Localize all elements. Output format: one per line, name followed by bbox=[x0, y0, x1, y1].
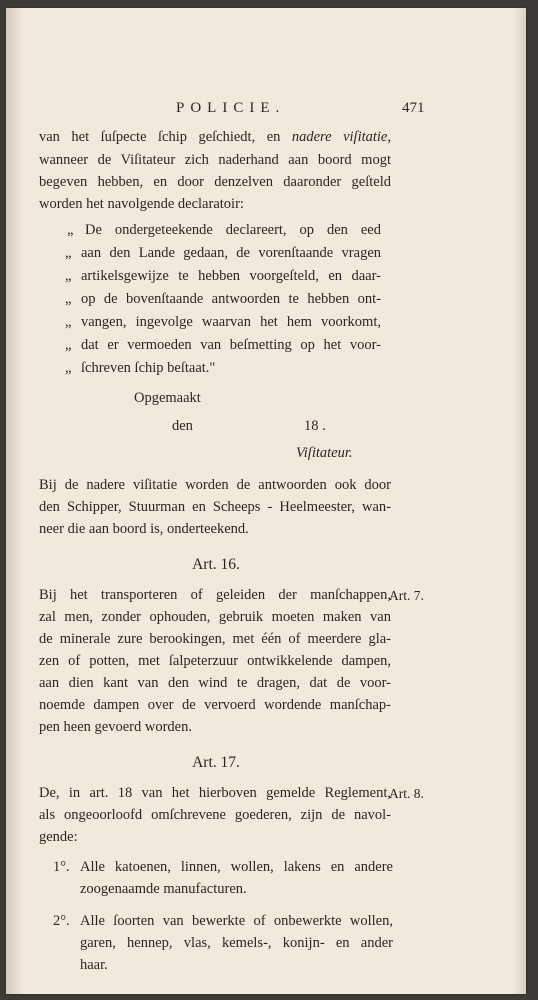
signature-day: 18 . bbox=[304, 418, 326, 434]
art16-line-5: aan dien kant van den wind te dragen, dat de voor- bbox=[39, 675, 391, 691]
quote-mark: „ bbox=[65, 337, 72, 353]
item-2-line-1: Alle ſoorten van bewerkte of onbewerkte wollen, bbox=[80, 913, 393, 929]
visitatie-line-1: Bij de nadere viſitatie worden de antwoorden ook door bbox=[39, 477, 391, 493]
quote-mark: „ bbox=[65, 268, 72, 284]
declaration-text-1: De ondergeteekende declareert, op den eed bbox=[85, 222, 381, 238]
signature-opgemaakt: Opgemaakt bbox=[134, 390, 201, 406]
quote-mark: „ bbox=[65, 314, 72, 330]
declaration-text-3: artikelsgewijze te hebben voorgeſteld, en daar- bbox=[81, 268, 381, 284]
quote-mark: „ bbox=[65, 360, 72, 376]
art16-line-2: zal men, zonder ophouden, gebruik moeten maken van bbox=[39, 609, 391, 625]
item-2-number: 2°. bbox=[53, 913, 70, 929]
declaration-text-4: op de bovenſtaande antwoorden te hebben ont- bbox=[81, 291, 381, 307]
signature-visitator: Viſitateur. bbox=[296, 445, 353, 461]
book-page bbox=[6, 8, 526, 994]
visitatie-line-3: neer die aan boord is, onderteekend. bbox=[39, 521, 249, 537]
art16-margin-note: Art. 7. bbox=[389, 588, 424, 603]
art16-line-4: zen of potten, met ſalpeterzuur ontwikkelende dampen, bbox=[39, 653, 391, 669]
page-gutter-shadow bbox=[6, 8, 24, 994]
declaration-text-6: dat er vermoeden van beſmetting op het voor- bbox=[81, 337, 381, 353]
intro-line-2: wanneer de Viſitateur zich naderhand aan boord mogt bbox=[39, 152, 391, 168]
signature-den: den bbox=[172, 418, 193, 434]
intro-line-4: worden het navolgende declaratoir: bbox=[39, 196, 244, 212]
intro-line-3: begeven hebben, en door denzelven daaronder geſteld bbox=[39, 174, 391, 190]
art17-line-1: De, in art. 18 van het hierboven gemelde Reglement, bbox=[39, 785, 391, 801]
page-number: 471 bbox=[402, 100, 425, 116]
item-1-line-1: Alle katoenen, linnen, wollen, lakens en andere bbox=[80, 859, 393, 875]
intro-line-1-text: van het ſuſpecte ſchip geſchiedt, en bbox=[39, 129, 281, 145]
visitatie-line-2: den Schipper, Stuurman en Scheeps - Heelmeester, wan- bbox=[39, 499, 391, 515]
art17-margin-note: Art. 8. bbox=[389, 786, 424, 801]
art17-heading: Art. 17. bbox=[192, 754, 240, 771]
declaration-text-7: ſchreven ſchip beſtaat." bbox=[81, 360, 216, 376]
nadere-visitatie-phrase: nadere viſitatie, bbox=[291, 129, 391, 145]
art17-line-2: als ongeoorloofd omſchrevene goederen, zijn de navol- bbox=[39, 807, 391, 823]
item-1-number: 1°. bbox=[53, 859, 70, 875]
art16-heading: Art. 16. bbox=[192, 556, 240, 573]
quote-mark: „ bbox=[67, 222, 74, 238]
art17-line-3: gende: bbox=[39, 829, 78, 845]
intro-line-1 bbox=[39, 129, 391, 146]
art16-line-6: noemde dampen over de vervoerd wordende manſchap- bbox=[39, 697, 391, 713]
declaration-text-2: aan den Lande gedaan, de vorenſtaande vragen bbox=[81, 245, 381, 261]
running-header-title: POLICIE. bbox=[176, 100, 286, 116]
art16-line-7: pen heen gevoerd worden. bbox=[39, 719, 192, 735]
item-2-line-3: haar. bbox=[80, 957, 108, 973]
declaration-text-5: vangen, ingevolge waarvan het hem voorkomt, bbox=[81, 314, 381, 330]
quote-mark: „ bbox=[65, 245, 72, 261]
art16-line-3: de minerale zure berookingen, met één of meerdere gla- bbox=[39, 631, 391, 647]
art16-line-1: Bij het transporteren of geleiden der manſchappen, bbox=[39, 587, 391, 603]
quote-mark: „ bbox=[65, 291, 72, 307]
item-1-line-2: zoogenaamde manufacturen. bbox=[80, 881, 247, 897]
item-2-line-2: garen, hennep, vlas, kemels-, konijn- en ander bbox=[80, 935, 393, 951]
